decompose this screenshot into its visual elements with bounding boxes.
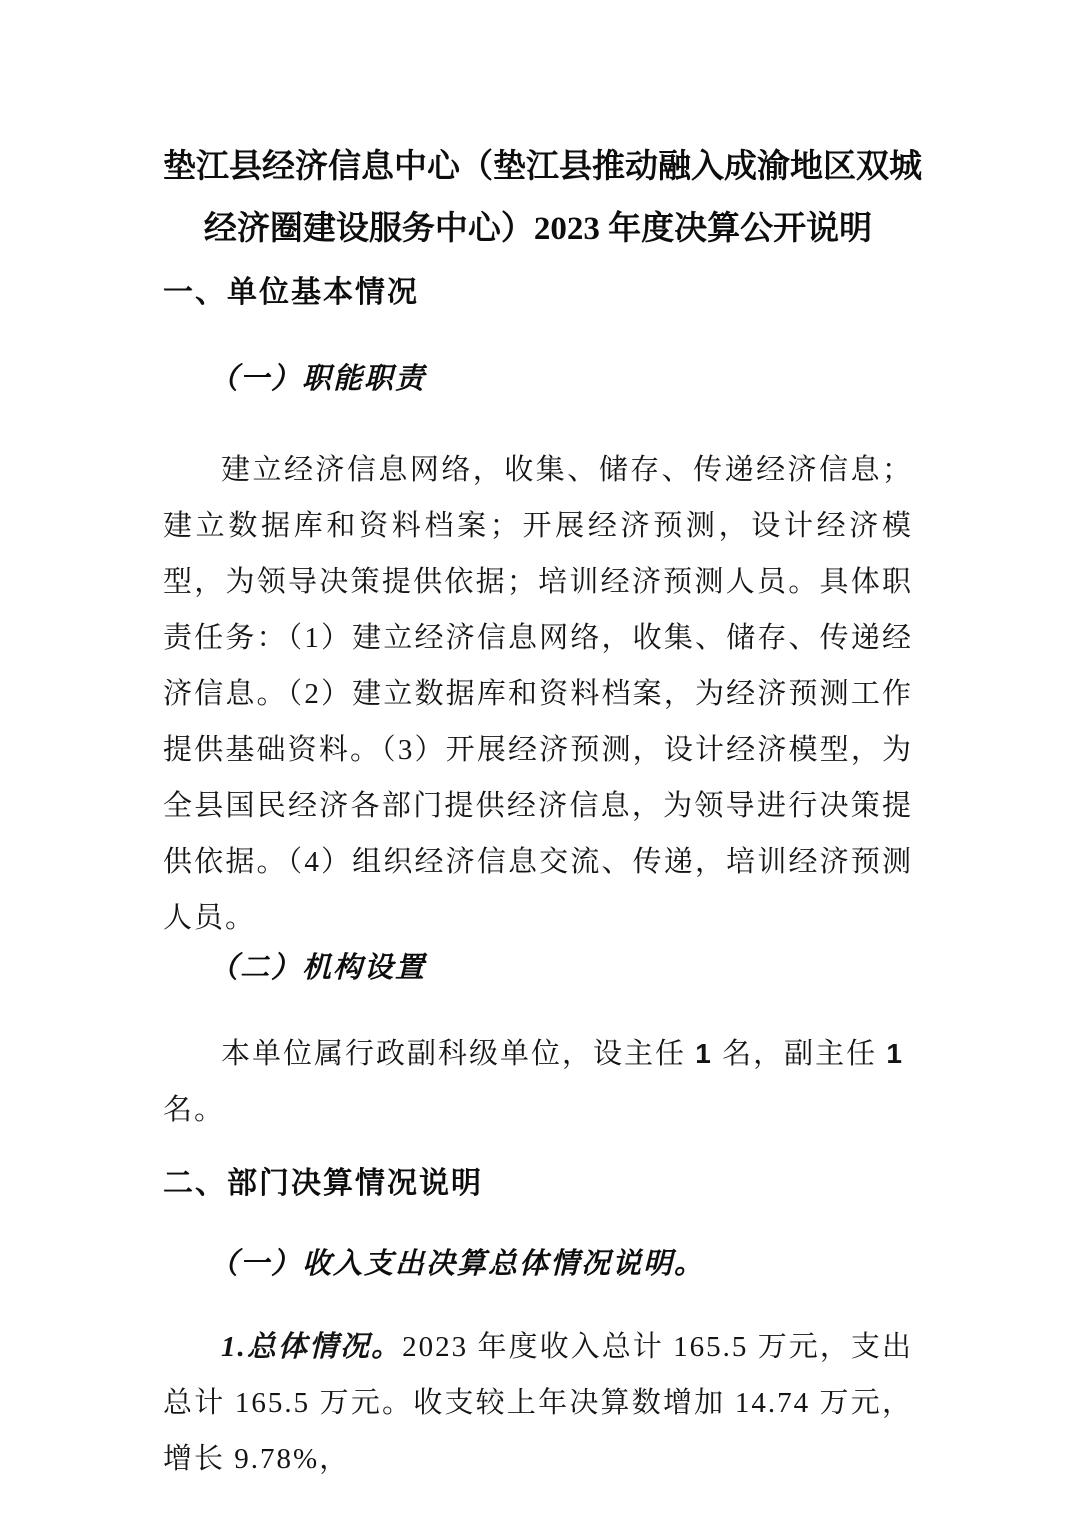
- document-title-line-1: 垫江县经济信息中心（垫江县推动融入成渝地区双城: [163, 149, 922, 185]
- org-setup-paragraph: [163, 1026, 913, 1138]
- org-setup-text-2: 名，副主任: [712, 1038, 887, 1070]
- overall-situation-lead: 1.总体情况。: [221, 1331, 403, 1363]
- document-title-line-2: 经济圈建设服务中心）2023 年度决算公开说明: [203, 211, 873, 247]
- org-setup-text-3: 名。: [163, 1094, 226, 1126]
- org-setup-text-1: 本单位属行政副科级单位，设主任: [221, 1038, 696, 1070]
- section-heading-unit-basic: 一、单位基本情况: [163, 276, 419, 309]
- subsection-heading-overall-situation: （一）收入支出决算总体情况说明。: [209, 1248, 706, 1280]
- director-count: 1: [695, 1038, 713, 1069]
- document-title: [163, 136, 922, 260]
- overall-situation-paragraph: [163, 1319, 913, 1487]
- section-heading-final-accounts: 二、部门决算情况说明: [163, 1167, 483, 1200]
- overall-situation-text: 2023 年度收入总计 165.5 万元，支出总计 165.5 万元。收支较上年决算数增加 14.74 万元，增长 9.78%，: [163, 1331, 913, 1475]
- subsection-heading-duties: （一）职能职责: [209, 363, 427, 395]
- subsection-heading-org-setup: （二）机构设置: [209, 952, 427, 984]
- deputy-director-count: 1: [886, 1038, 904, 1069]
- duties-paragraph: 建立经济信息网络，收集、储存、传递经济信息；建立数据库和资料档案；开展经济预测，设计经济模型，为领导决策提供依据；培训经济预测人员。具体职责任务：（1）建立经济信息网络，收集、储存、传递经济信息。（2）建立数据库和资料档案，为经济预测工作提供基础资料。（3）开展经济预测，设计经济模型，为全县国民经济各部门提供经济信息，为领导进行决策提供依据。（4）组织经济信息交流、传递，培训经济预测人员。: [163, 454, 913, 934]
